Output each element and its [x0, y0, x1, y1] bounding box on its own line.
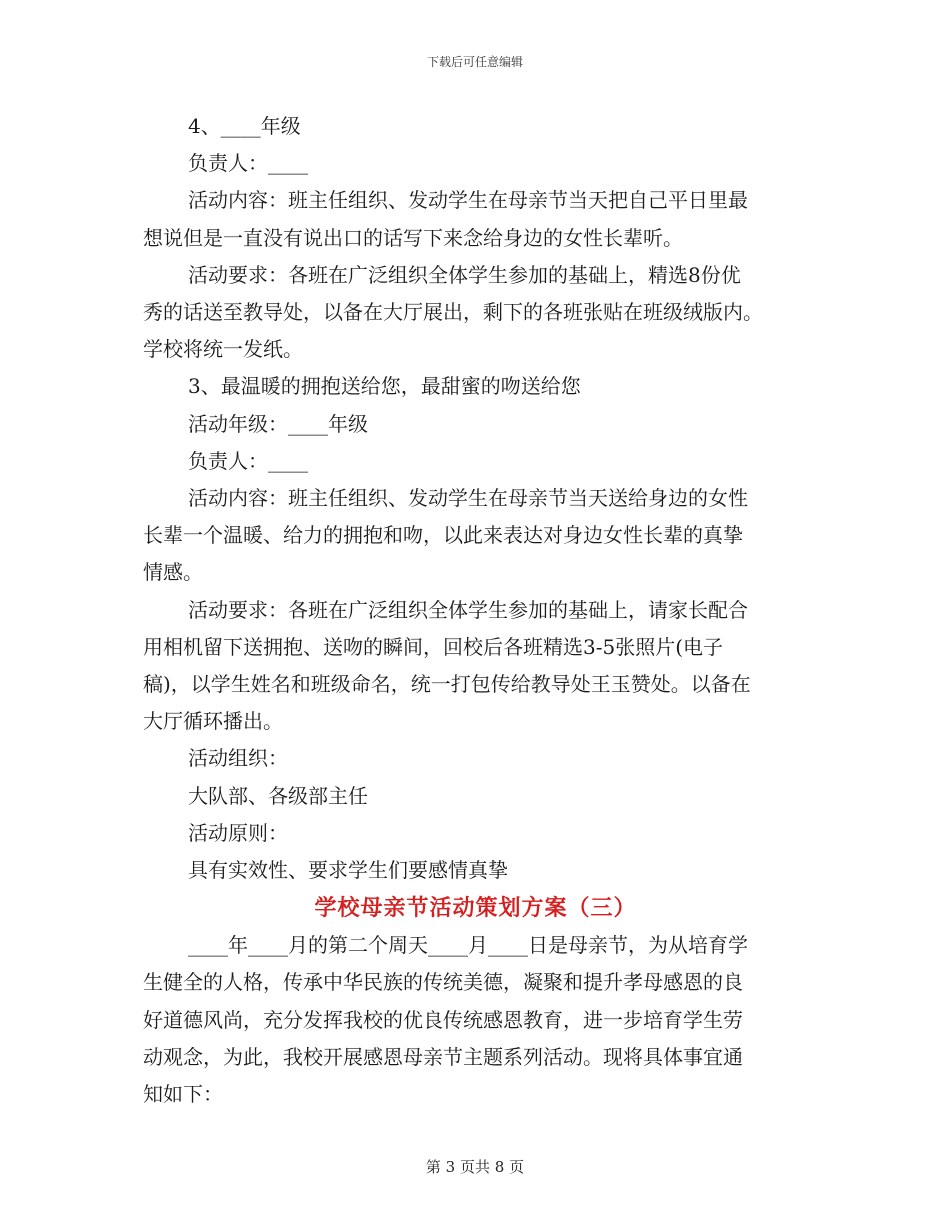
- intro-paragraph-line: 知如下：: [143, 1082, 223, 1107]
- intro-paragraph-line: 动观念，为此，我校开展感恩母亲节主题系列活动。现将具体事宜通: [143, 1044, 743, 1069]
- activity-content-line: 情感。: [143, 560, 203, 585]
- activity-organization-value: 大队部、各级部主任: [188, 783, 368, 808]
- section-title: 学校母亲节活动策划方案（三）: [314, 895, 637, 922]
- page-footer: 第 3 页共 8 页: [425, 1158, 525, 1176]
- intro-paragraph-line: 好道德风尚，充分发挥我校的优良传统感恩教育，进一步培育学生劳: [143, 1007, 743, 1032]
- paragraph-block-2: [143, 927, 808, 1113]
- activity-content-line: 活动内容：班主任组织、发动学生在母亲节当天把自己平日里最: [188, 188, 748, 213]
- intro-paragraph-line: ____年____月的第二个周天____月____日是母亲节，为从培育学: [188, 933, 748, 958]
- responsible-person-line: 负责人：____: [188, 151, 308, 176]
- activity-requirement-line: 秀的话送至教导处，以备在大厅展出，剩下的各班张贴在班级绒版内。: [143, 300, 763, 325]
- activity-organization-label: 活动组织：: [188, 746, 288, 771]
- activity-grade-line: 活动年级：____年级: [188, 411, 368, 436]
- item-4-heading: 4、____年级: [188, 114, 301, 138]
- intro-paragraph-line: 生健全的人格，传承中华民族的传统美德，凝聚和提升孝母感恩的良: [143, 970, 743, 995]
- activity-requirement-line: 活动要求：各班在广泛组织全体学生参加的基础上，请家长配合: [188, 597, 748, 622]
- activity-requirement-line: 活动要求：各班在广泛组织全体学生参加的基础上，精选8份优: [188, 262, 741, 287]
- document-body: [143, 108, 808, 1113]
- activity-principle-value: 具有实效性、要求学生们要感情真挚: [188, 858, 508, 883]
- paragraph-block-1: [143, 108, 808, 889]
- activity-requirement-line: 学校将统一发纸。: [143, 337, 303, 362]
- activity-requirement-line: 稿)，以学生姓名和班级命名，统一打包传给教导处王玉赞处。以备在: [143, 672, 751, 697]
- page-header: 下载后可任意编辑: [426, 55, 523, 69]
- activity-content-line: 活动内容：班主任组织、发动学生在母亲节当天送给身边的女性: [188, 486, 748, 511]
- activity-requirement-line: 用相机留下送拥抱、送吻的瞬间，回校后各班精选3-5张照片(电子: [143, 634, 724, 659]
- item-3-heading: 3、最温暖的拥抱送给您，最甜蜜的吻送给您: [188, 374, 581, 399]
- activity-principle-label: 活动原则：: [188, 820, 288, 845]
- activity-requirement-line: 大厅循环播出。: [143, 709, 283, 734]
- activity-content-line: 想说但是一直没有说出口的话写下来念给身边的女性长辈听。: [143, 225, 683, 250]
- activity-content-line: 长辈一个温暖、给力的拥抱和吻，以此来表达对身边女性长辈的真挚: [143, 523, 743, 548]
- responsible-person-line: 负责人：____: [188, 448, 308, 473]
